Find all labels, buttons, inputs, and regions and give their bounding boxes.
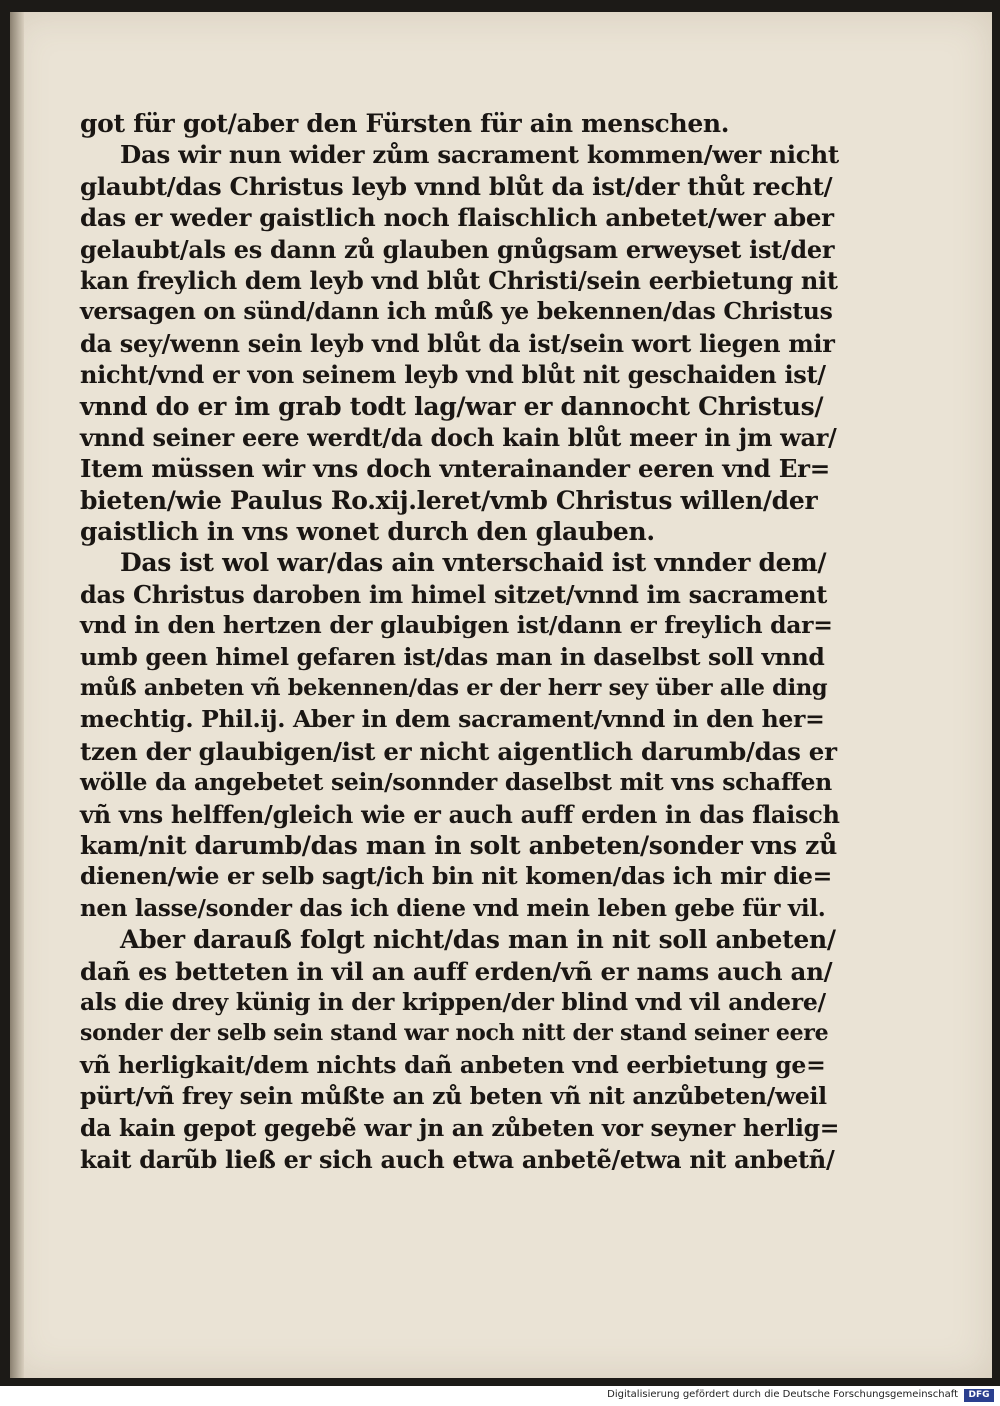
text-line: das Christus daroben im himel sitzet/vnnd im sacrament [80, 579, 828, 609]
text-line: umb geen himel gefaren ist/das man in daselbst soll vnnd [80, 642, 825, 671]
text-line: mechtig. Phil.ij. Aber in dem sacrament/vnnd in den her= [80, 705, 825, 734]
book-page [10, 12, 992, 1378]
text-line: da sey/wenn sein leyb vnd blůt da ist/sein wort liegen mir [80, 328, 835, 358]
text-line: got für got/aber den Fürsten für ain menschen. [80, 109, 730, 138]
text-line: nen lasse/sonder das ich diene vnd mein leben gebe für vil. [80, 894, 826, 922]
text-line: vñ herligkait/dem nichts dañ anbeten vnd eerbietung ge= [80, 1050, 826, 1079]
text-line: dienen/wie er selb sagt/ich bin nit komen/das ich mir die= [80, 862, 833, 891]
text-line: dañ es betteten in vil an auff erden/vñ er nams auch an/ [80, 956, 833, 986]
text-line: gaistlich in vns wonet durch den glauben. [80, 517, 655, 547]
text-line: wölle da angebetet sein/sonnder daselbst mit vns schaffen [80, 768, 832, 797]
text-line: Aber darauß folgt nicht/das man in nit soll anbeten/ [120, 925, 836, 955]
text-line: sonder der selb sein stand war noch nitt der stand seiner eere [80, 1020, 829, 1047]
text-line: kam/nit darumb/das man in solt anbeten/sonder vns zů [80, 830, 837, 860]
page-gutter [10, 12, 24, 1378]
text-line: bieten/wie Paulus Ro.xij.leret/vmb Christus willen/der [80, 485, 818, 515]
text-line: Das ist wol war/das ain vnterschaid ist vnnder dem/ [120, 548, 827, 578]
text-line: nicht/vnd er von seinem leyb vnd blůt nit geschaiden ist/ [80, 360, 826, 390]
text-line: vñ vns helffen/gleich wie er auch auff erden in das flaisch [80, 799, 840, 829]
digitization-credit: Digitalisierung gefördert durch die Deutsche Forschungsgemeinschaft [607, 1389, 958, 1400]
text-line: versagen on sünd/dann ich můß ye bekennen/das Christus [80, 297, 833, 326]
text-line: vnnd do er im grab todt lag/war er dannocht Christus/ [80, 391, 824, 421]
text-line: da kain gepot gegebẽ war jn an zůbeten vor seyner herlig= [80, 1113, 840, 1142]
text-line: Item müssen wir vns doch vnterainander eeren vnd Er= [80, 454, 830, 484]
text-line: vnnd seiner eere werdt/da doch kain blůt meer in jm war/ [80, 422, 837, 452]
text-line: Das wir nun wider zům sacrament kommen/wer nicht [120, 140, 839, 170]
text-line: glaubt/das Christus leyb vnnd blůt da ist/der thůt recht/ [80, 171, 833, 201]
text-line: vnd in den hertzen der glaubigen ist/dann er freylich dar= [80, 611, 833, 640]
footer-bar [0, 1386, 1000, 1406]
dfg-logo: DFG [964, 1389, 994, 1402]
body-text [80, 108, 840, 1175]
text-line: pürt/vñ frey sein můßte an zů beten vñ nit anzůbeten/weil [80, 1082, 827, 1111]
text-line: gelaubt/als es dann zů glauben gnůgsam erweyset ist/der [80, 234, 835, 264]
text-line: das er weder gaistlich noch flaischlich anbetet/wer aber [80, 203, 834, 233]
text-line: tzen der glaubigen/ist er nicht aigentlich darumb/das er [80, 736, 837, 766]
text-line: kait darũb ließ er sich auch etwa anbetẽ/etwa nit anbetñ/ [80, 1144, 835, 1174]
text-line: můß anbeten vñ bekennen/das er der herr sey über alle ding [80, 675, 828, 702]
text-line: als die drey künig in der krippen/der blind vnd vil andere/ [80, 987, 826, 1016]
text-line: kan freylich dem leyb vnd blůt Christi/sein eerbietung nit [80, 265, 838, 295]
